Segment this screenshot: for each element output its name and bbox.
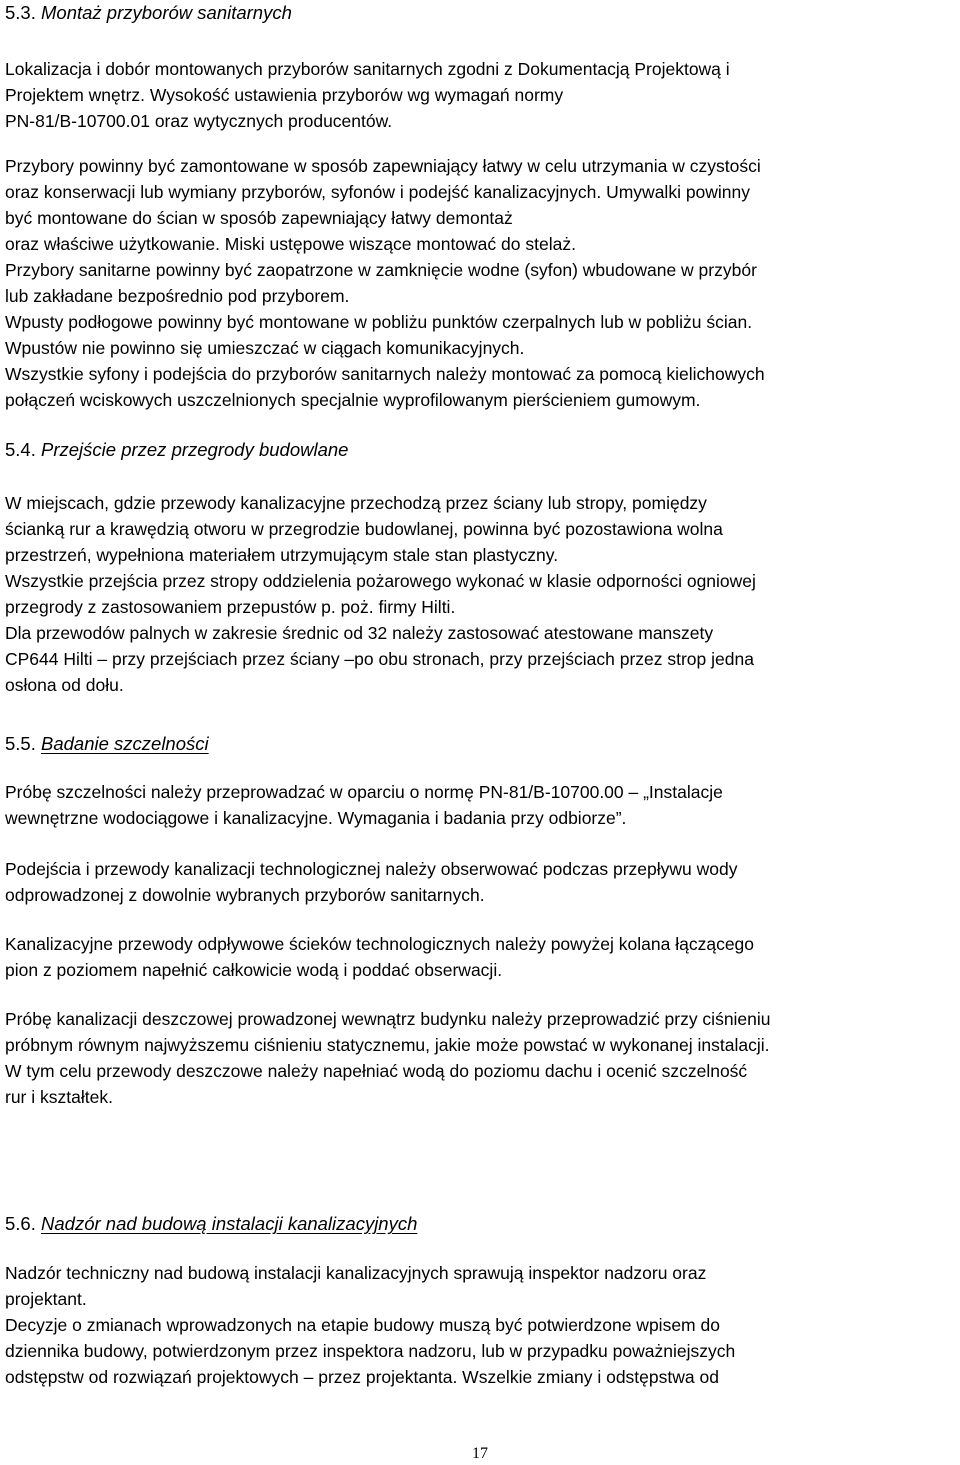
text-line: połączeń wciskowych uszczelnionych specjalnie wyprofilowanym pierścieniem gumowym. <box>5 390 701 410</box>
text-line: W tym celu przewody deszczowe należy napełniać wodą do poziomu dachu i ocenić szczelność <box>5 1061 748 1081</box>
paragraph <box>5 56 960 134</box>
section-heading-5-6 <box>5 1211 417 1237</box>
text-line: pion z poziomem napełnić całkowicie wodą i poddać obserwacji. <box>5 960 503 980</box>
text-line: Przybory powinny być zamontowane w sposób zapewniający łatwy w celu utrzymania w czystości <box>5 156 761 176</box>
text-line: rur i kształtek. <box>5 1087 113 1107</box>
text-line: Wpusty podłogowe powinny być montowane w pobliżu punktów czerpalnych lub w pobliżu ścian. <box>5 312 753 332</box>
text-line: Podejścia i przewody kanalizacji technologicznej należy obserwować podczas przepływu wody <box>5 859 738 879</box>
text-line: Wszystkie przejścia przez stropy oddzielenia pożarowego wykonać w klasie odporności ogniowej <box>5 571 756 591</box>
section-heading-5-3 <box>5 0 292 26</box>
text-line: przestrzeń, wypełniona materiałem utrzymującym stale stan plastyczny. <box>5 545 559 565</box>
section-number: 5.3. <box>5 2 36 23</box>
text-line: dziennika budowy, potwierdzonym przez inspektora nadzoru, lub w przypadku poważniejszych <box>5 1341 736 1361</box>
text-line: oraz konserwacji lub wymiany przyborów, syfonów i podejść kanalizacyjnych. Umywalki powinny <box>5 182 751 202</box>
text-line: Wszystkie syfony i podejścia do przyborów sanitarnych należy montować za pomocą kielichowych <box>5 364 765 384</box>
page-number: 17 <box>472 1445 488 1462</box>
text-line: Lokalizacja i dobór montowanych przyborów sanitarnych zgodni z Dokumentacją Projektową i <box>5 59 730 79</box>
paragraph <box>5 1260 960 1390</box>
paragraph <box>5 931 960 983</box>
text-line: Próbę kanalizacji deszczowej prowadzonej wewnątrz budynku należy przeprowadzić przy ciśnieniu <box>5 1009 771 1029</box>
text-line: Próbę szczelności należy przeprowadzać w oparciu o normę PN-81/B-10700.00 – „Instalacje <box>5 782 723 802</box>
text-line: W miejscach, gdzie przewody kanalizacyjne przechodzą przez ściany lub stropy, pomiędzy <box>5 493 707 513</box>
text-line: lub zakładane bezpośrednio pod przyborem. <box>5 286 350 306</box>
section-heading-5-5 <box>5 731 209 757</box>
text-line: być montowane do ścian w sposób zapewniający łatwy demontaż <box>5 208 513 228</box>
section-title: Przejście przez przegrody budowlane <box>41 439 349 460</box>
text-line: przegrody z zastosowaniem przepustów p. poż. firmy Hilti. <box>5 597 456 617</box>
paragraph <box>5 1006 960 1110</box>
text-line: CP644 Hilti – przy przejściach przez ściany –po obu stronach, przy przejściach przez strop jedna <box>5 649 754 669</box>
section-number: 5.5. <box>5 733 36 754</box>
text-line: próbnym równym najwyższemu ciśnieniu statycznemu, jakie może powstać w wykonanej instalacji. <box>5 1035 770 1055</box>
section-title: Badanie szczelności <box>41 733 209 754</box>
section-title: Montaż przyborów sanitarnych <box>41 2 292 23</box>
text-line: odstępstw od rozwiązań projektowych – przez projektanta. Wszelkie zmiany i odstępstwa od <box>5 1367 719 1387</box>
text-line: odprowadzonej z dowolnie wybranych przyborów sanitarnych. <box>5 885 485 905</box>
text-line: Dla przewodów palnych w zakresie średnic od 32 należy zastosować atestowane manszety <box>5 623 714 643</box>
paragraph <box>5 490 960 698</box>
text-line: Projektem wnętrz. Wysokość ustawienia przyborów wg wymagań normy <box>5 85 564 105</box>
section-number: 5.6. <box>5 1213 36 1234</box>
text-line: Kanalizacyjne przewody odpływowe ścieków technologicznych należy powyżej kolana łączącego <box>5 934 755 954</box>
paragraph <box>5 779 960 831</box>
section-title: Nadzór nad budową instalacji kanalizacyjnych <box>41 1213 418 1234</box>
text-line: PN-81/B-10700.01 oraz wytycznych producentów. <box>5 111 393 131</box>
text-line: projektant. <box>5 1289 87 1309</box>
text-line: oraz właściwe użytkowanie. Miski ustępowe wiszące montować do stelaż. <box>5 234 576 254</box>
section-heading-5-4 <box>5 437 348 463</box>
paragraph <box>5 856 960 908</box>
text-line: osłona od dołu. <box>5 675 124 695</box>
section-number: 5.4. <box>5 439 36 460</box>
text-line: Nadzór techniczny nad budową instalacji kanalizacyjnych sprawują inspektor nadzoru oraz <box>5 1263 707 1283</box>
text-line: wewnętrzne wodociągowe i kanalizacyjne. Wymagania i badania przy odbiorze”. <box>5 808 627 828</box>
text-line: Przybory sanitarne powinny być zaopatrzone w zamknięcie wodne (syfon) wbudowane w przybór <box>5 260 757 280</box>
paragraph <box>5 153 960 413</box>
text-line: ścianką rur a krawędzią otworu w przegrodzie budowlanej, powinna być pozostawiona wolna <box>5 519 723 539</box>
text-line: Decyzje o zmianach wprowadzonych na etapie budowy muszą być potwierdzone wpisem do <box>5 1315 720 1335</box>
text-line: Wpustów nie powinno się umieszczać w ciągach komunikacyjnych. <box>5 338 525 358</box>
